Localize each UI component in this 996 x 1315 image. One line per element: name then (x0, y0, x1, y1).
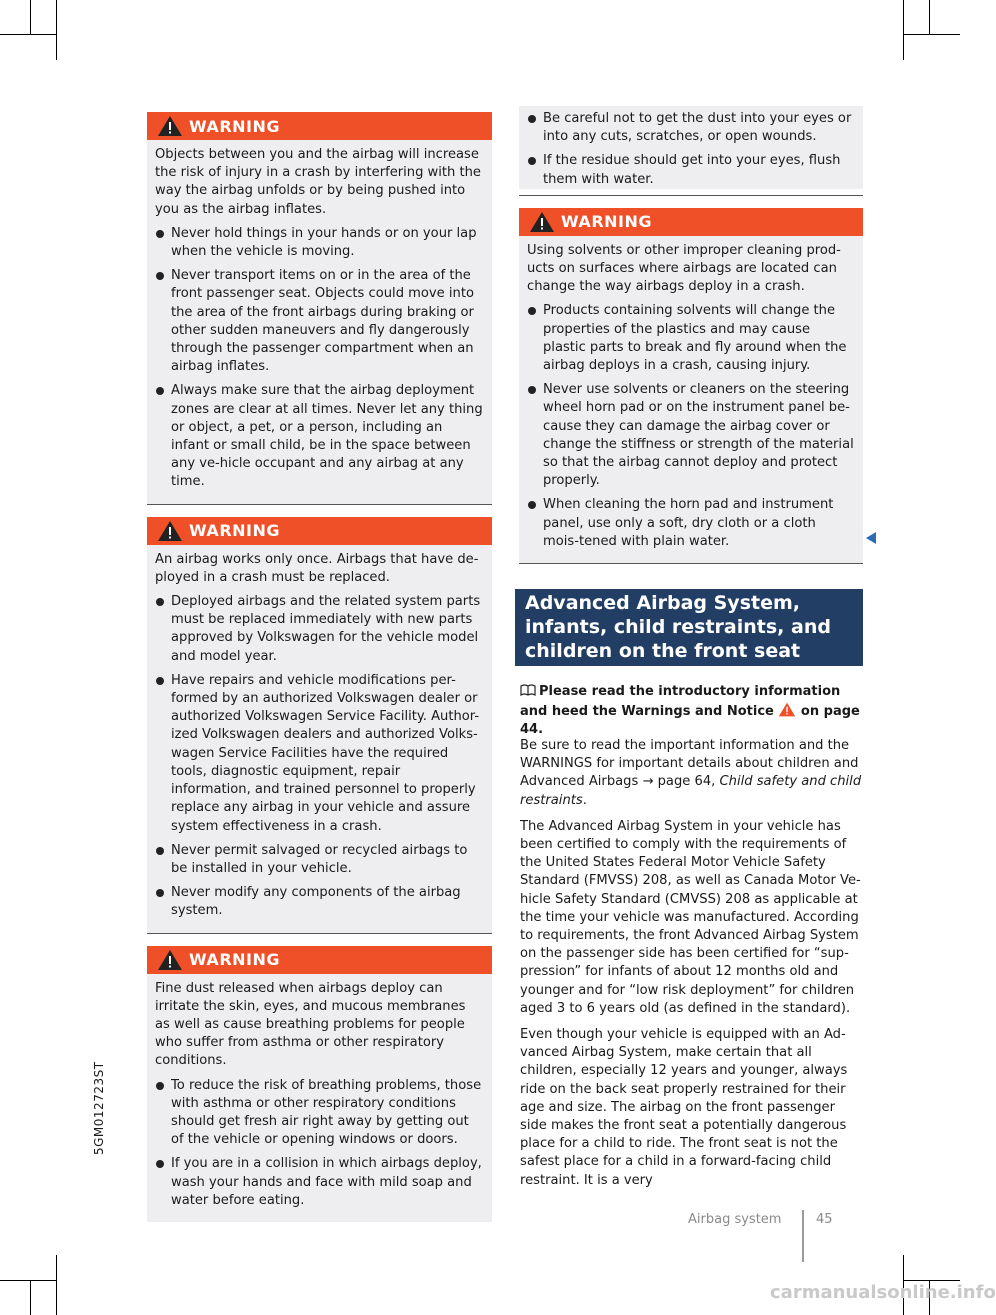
intro-text: Please read the introductory information and heed the Warnings and Notice (520, 684, 841, 719)
list-item (527, 302, 855, 375)
warning-box (147, 517, 492, 933)
page-reference-link[interactable]: page 64, (657, 774, 716, 790)
bullet-icon (156, 847, 164, 855)
left-column (147, 112, 492, 1222)
bullet-icon (156, 272, 164, 280)
crop-mark (56, 0, 57, 60)
footer-divider (802, 1210, 804, 1262)
crop-mark (904, 1280, 960, 1281)
bullet-icon (528, 307, 536, 315)
list-item-text: Never modify any components of the airbag system. (171, 885, 461, 919)
list-item (155, 842, 484, 878)
bullet-icon (528, 157, 536, 165)
warning-title: WARNING (561, 212, 652, 232)
bullet-icon (156, 677, 164, 685)
warning-intro: An airbag works only once. Airbags that have de-ployed in a crash must be replaced. (155, 551, 479, 585)
footer-section-label: Airbag system (688, 1212, 782, 1227)
divider (519, 195, 863, 196)
warning-title: WARNING (189, 116, 280, 136)
paragraph-text: Be sure to read the important information and the WARNINGS for important details about children and Advanced Airbags (520, 738, 859, 790)
paragraph (520, 737, 865, 810)
paragraph-text: . (582, 792, 587, 808)
list-item (155, 884, 484, 920)
list-item-text: Always make sure that the airbag deployment zones are clear at all times. Never let any thing or object, a pet, or a person, including an infant or small child, be in the space between any ve-hicle occupant and any airbag at any time. (171, 383, 483, 490)
warning-triangle-icon (778, 702, 796, 717)
warning-list (155, 225, 484, 492)
list-item (155, 672, 484, 836)
warning-triangle-icon (529, 211, 555, 233)
list-item (155, 382, 484, 491)
list-item (527, 381, 855, 490)
list-item (527, 110, 855, 146)
paragraph: Even though your vehicle is equipped with an Ad-vanced Airbag System, make certain that all children, especially 12 years and younger, always ride on the back seat properly restrained for their age and size. The airbag on the front passenger side makes the front seat a potentially dangerous place for a child to ride. The front seat is not the safest place for a child in a forward-facing child restraint. It is a very (520, 1027, 848, 1188)
warning-list (155, 1077, 484, 1210)
list-item-text: Never transport items on or in the area of the front passenger seat. Objects could move into the area of the front airbags during braking or other sudden maneuvers and fly dangerously through the passenger compartment when an airbag inflates. (171, 268, 474, 375)
watermark: carmanualsonline.info (770, 1282, 996, 1303)
reference-title: Child safety and child restraints (520, 774, 862, 808)
list-item (155, 1155, 484, 1210)
warning-title: WARNING (189, 521, 280, 541)
warning-intro: Fine dust released when airbags deploy can irritate the skin, eyes, and mucous membranes as well as cause breathing problems for people who suffer from asthma or other respiratory conditions. (155, 980, 466, 1069)
list-item (155, 1077, 484, 1150)
list-item (527, 496, 855, 551)
list-item-text: Deployed airbags and the related system parts must be replaced immediately with new parts approved by Volkswagen for the vehicle model and model year. (171, 594, 481, 664)
list-item-text: To reduce the risk of breathing problems, those with asthma or other respiratory conditions should get fresh air right away by getting out of the vehicle or opening windows or doors. (171, 1077, 482, 1148)
warning-intro: Objects between you and the airbag will increase the risk of injury in a crash by interfering with the way the airbag unfolds or by being pushed into you as the airbag inflates. (155, 147, 481, 217)
list-item (155, 225, 484, 261)
bullet-icon (156, 387, 164, 395)
list-item-text: If you are in a collision in which airbags deploy, wash your hands and face with mild soap and water before eating. (171, 1156, 482, 1208)
bullet-icon (156, 598, 164, 606)
bullet-icon (528, 386, 536, 394)
bullet-icon (156, 889, 164, 897)
warning-title: WARNING (189, 950, 280, 970)
divider (147, 504, 492, 505)
bullet-icon (528, 115, 536, 123)
body-text (520, 737, 865, 1198)
crop-mark (0, 34, 56, 35)
crop-mark (30, 1281, 31, 1315)
page-number: 45 (816, 1212, 833, 1227)
warning-triangle-icon (157, 115, 183, 137)
intro-note (520, 683, 865, 740)
bullet-icon (156, 1082, 164, 1090)
paragraph: The Advanced Airbag System in your vehicle has been certified to comply with the requirements of the United States Federal Motor Vehicle Safety Standard (FMVSS) 208, as well as Canada Motor Ve-hicle Safety Standard (CMVSS) 208 as applicable at the time your vehicle was manufactured. According to requirements, the front Advanced Airbag System on the passenger side has been certified for “sup-pression” for infants of about 12 months old and younger and for “low risk deployment” for children aged 3 to 6 years old (as defined in the standard). (520, 818, 861, 1016)
warning-continued-box (519, 106, 863, 189)
list-item (155, 267, 484, 376)
list-item-text: Never permit salvaged or recycled airbags to be installed in your vehicle. (171, 842, 468, 876)
warning-box (519, 208, 863, 563)
crop-mark (56, 1255, 57, 1315)
warning-box (147, 946, 492, 1222)
warning-intro: Using solvents or other improper cleaning prod-ucts on surfaces where airbags are located can change the way airbags deploy in a crash. (527, 242, 841, 295)
warning-header (147, 112, 492, 140)
arrow-icon: → (642, 774, 654, 790)
crop-mark (929, 0, 930, 34)
list-item (527, 152, 855, 188)
list-item-text: Never use solvents or cleaners on the steering wheel horn pad or on the instrument panel be-cause they can damage the airbag cover or change the stiffness or strength of the material so that the airbag cannot deploy and protect properly. (543, 382, 854, 489)
list-item-text: Be careful not to get the dust into your eyes or into any cuts, scratches, or open wounds. (543, 111, 852, 145)
warning-list (155, 593, 484, 920)
crop-mark (0, 1280, 56, 1281)
warning-list (527, 110, 855, 189)
warning-header (519, 208, 863, 236)
list-item-text: When cleaning the horn pad and instrument panel, use only a soft, dry cloth or a cloth mois-tened with plain water. (543, 497, 834, 549)
crop-mark (904, 34, 960, 35)
warning-triangle-icon (157, 520, 183, 542)
warning-box (147, 112, 492, 504)
warning-header (147, 517, 492, 545)
warning-header (147, 946, 492, 974)
right-column (519, 106, 863, 564)
crop-mark (903, 0, 904, 60)
list-item-text: If the residue should get into your eyes, flush them with water. (543, 153, 841, 187)
section-end-marker-icon (866, 532, 876, 544)
list-item-text: Have repairs and vehicle modifications per-formed by an authorized Volkswagen dealer or authorized Volkswagen Service Facility. Author-ized Volkswagen dealers and authorized Volks-wagen Service Facilities have the required tools, diagnostic equipment, repair information, and trained personnel to properly replace any airbag in your vehicle and assure system effectiveness in a crash. (171, 672, 480, 834)
bullet-icon (528, 501, 536, 509)
bullet-icon (156, 1160, 164, 1168)
crop-mark (30, 0, 31, 34)
list-item-text: Never hold things in your hands or on your lap when the vehicle is moving. (171, 225, 477, 260)
bullet-icon (156, 230, 164, 238)
section-title: Advanced Airbag System, infants, child restraints, and children on the front seat (515, 589, 863, 666)
list-item (155, 593, 484, 666)
book-icon (520, 684, 536, 696)
page-reference-link[interactable]: on page 44. (520, 703, 860, 737)
document-code: 5GM012723ST (92, 1061, 106, 1155)
divider (519, 563, 863, 564)
warning-triangle-icon (157, 949, 183, 971)
divider (147, 933, 492, 934)
warning-list (527, 302, 855, 551)
list-item-text: Products containing solvents will change the properties of the plastics and may cause plastic parts to break and fly around when the airbag deploys in a crash, causing injury. (543, 303, 847, 374)
